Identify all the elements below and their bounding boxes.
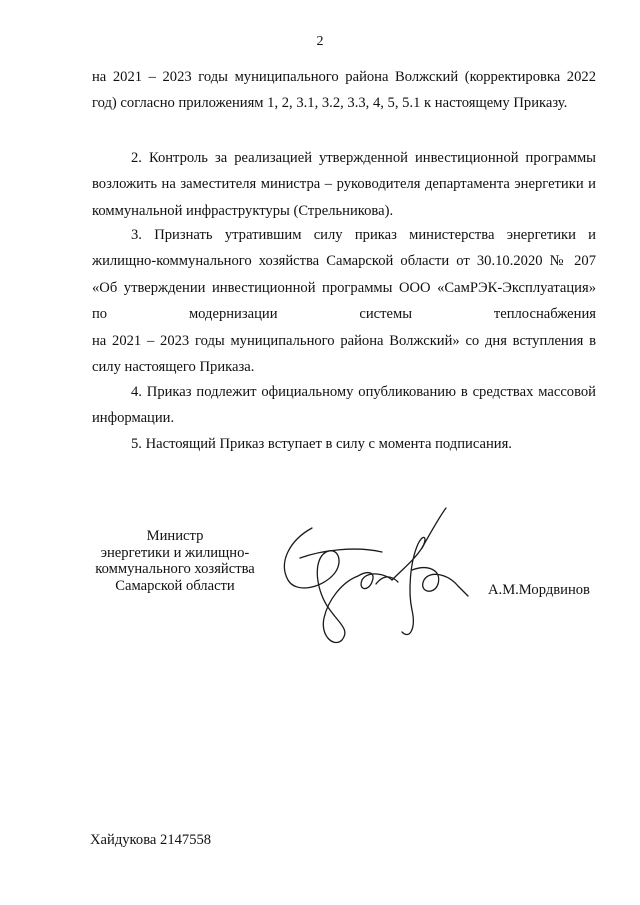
paragraph-1-continuation: на 2021 – 2023 годы муниципального района Волжский (корректировка 2022 год) согласно приложениям 1, 2, 3.1, 3.2, 3.3, 4, 5, 5.1 к настоящему Приказу.: [92, 69, 596, 112]
signatory-name: А.М.Мордвинов: [488, 582, 590, 598]
paragraph-item-4: 4. Приказ подлежит официальному опубликованию в средствах массовой информации.: [92, 384, 596, 427]
order-body-item-2: [92, 145, 596, 224]
order-body: [92, 64, 596, 117]
signatory-title-line-1: Министр: [146, 528, 204, 544]
signatory-title-line-3: коммунального хозяйства: [95, 561, 255, 577]
page-number: 2: [316, 34, 324, 49]
signatory-title-line-2: энергетики и жилищно-: [100, 544, 250, 561]
paragraph-item-2: 2. Контроль за реализацией утвержденной инвестиционной программы возложить на заместителя министра – руководителя департамента энергетики и коммунальной инфраструктуры (Стрельникова).: [92, 150, 596, 219]
signatory-title-line-4: Самарской области: [115, 577, 235, 594]
paragraph-item-3: 3. Признать утратившим силу приказ министерства энергетики и жилищно-коммунального хозяйства Самарской области от 30.10.2020 № 207 «Об утверждении инвестиционной программы ООО «СамРЭК-Эксплуатация» по модернизации системы теплоснабжения: [92, 227, 596, 323]
order-body-item-4: [92, 379, 596, 432]
paragraph-item-3-continuation: на 2021 – 2023 годы муниципального района Волжский» со дня вступления в силу настоящего Приказа.: [92, 332, 596, 376]
signatory-title: [80, 528, 270, 594]
handwritten-signature: [272, 500, 472, 650]
paragraph-item-5: 5. Настоящий Приказ вступает в силу с момента подписания.: [131, 436, 512, 452]
order-body-item-3: [92, 222, 596, 380]
order-body-item-5: [92, 431, 596, 457]
executor-note: Хайдукова 2147558: [90, 832, 212, 848]
